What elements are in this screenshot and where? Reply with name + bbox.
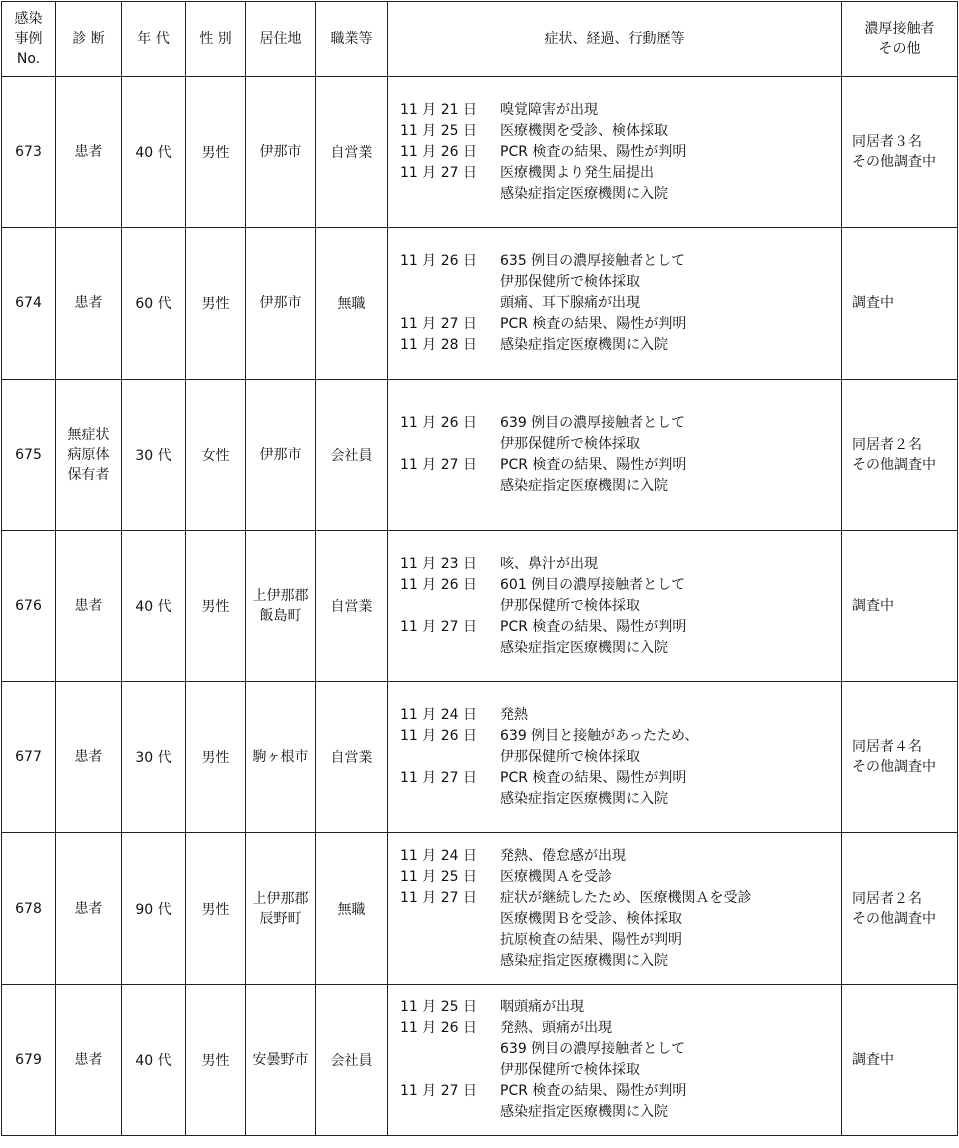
event-text: 639 例目と接触があったため、 bbox=[500, 727, 699, 744]
contacts-cell bbox=[842, 833, 958, 984]
case-no-cell: 676 bbox=[2, 530, 56, 681]
table-row bbox=[2, 984, 958, 1135]
history-cell bbox=[388, 984, 842, 1135]
event-date bbox=[400, 909, 500, 930]
event-text: PCR 検査の結果、陽性が判明 bbox=[500, 1082, 687, 1099]
event-date: 11 月 26 日 bbox=[400, 143, 477, 160]
contacts-cell bbox=[842, 530, 958, 681]
residence-cell bbox=[246, 984, 316, 1135]
header-contacts bbox=[842, 2, 958, 77]
event-date: 11 月 26 日 bbox=[400, 727, 477, 744]
event-date: 11 月 25 日 bbox=[400, 868, 477, 885]
age-cell: 40 代 bbox=[122, 530, 186, 681]
case-no-cell: 679 bbox=[2, 984, 56, 1135]
event-date: 11 月 26 日 bbox=[400, 1019, 477, 1036]
diagnosis-cell bbox=[56, 530, 122, 681]
diagnosis-line: 患者 bbox=[74, 295, 103, 312]
event-text: 伊那保健所で検体採取 bbox=[500, 435, 640, 452]
event-text: 嗅覚障害が出現 bbox=[500, 101, 598, 118]
event-date bbox=[400, 638, 500, 659]
event-date bbox=[400, 476, 500, 497]
header-residence: 居住地 bbox=[246, 2, 316, 77]
table-row bbox=[2, 228, 958, 379]
contacts-cell bbox=[842, 379, 958, 530]
contacts-cell bbox=[842, 77, 958, 228]
header-history: 症状、経過、行動歴等 bbox=[388, 2, 842, 77]
diagnosis-line: 患者 bbox=[74, 144, 103, 161]
case-table bbox=[1, 1, 958, 1136]
occupation-cell: 無職 bbox=[316, 228, 388, 379]
event-date bbox=[400, 789, 500, 810]
residence-cell bbox=[246, 379, 316, 530]
event-text: 感染症指定医療機関に入院 bbox=[500, 790, 668, 807]
contacts-line: その他調査中 bbox=[852, 759, 936, 776]
event-date bbox=[400, 1060, 500, 1081]
residence-cell bbox=[246, 682, 316, 833]
event-date: 11 月 27 日 bbox=[400, 769, 477, 786]
event-date bbox=[400, 184, 500, 205]
diagnosis-line: 保有者 bbox=[67, 466, 110, 483]
event-text: 医療機関より発生届提出 bbox=[500, 164, 654, 181]
table-row bbox=[2, 530, 958, 681]
residence-line: 伊那市 bbox=[259, 144, 302, 161]
event-text: 感染症指定医療機関に入院 bbox=[500, 477, 668, 494]
event-list bbox=[388, 997, 841, 1123]
contacts-line: 調査中 bbox=[852, 295, 894, 312]
event-text: 医療機関Ｂを受診、検体採取 bbox=[500, 910, 682, 927]
event-date: 11 月 27 日 bbox=[400, 164, 477, 181]
diagnosis-line: 患者 bbox=[74, 1051, 103, 1068]
occupation-cell: 会社員 bbox=[316, 984, 388, 1135]
event-date bbox=[400, 434, 500, 455]
diagnosis-cell bbox=[56, 77, 122, 228]
event-list bbox=[388, 413, 841, 497]
history-cell bbox=[388, 228, 842, 379]
sex-cell: 男性 bbox=[186, 984, 246, 1135]
event-text: 医療機関Ａを受診 bbox=[500, 868, 612, 885]
contacts-cell bbox=[842, 682, 958, 833]
diagnosis-line: 患者 bbox=[74, 749, 103, 766]
header-diagnosis: 診 断 bbox=[56, 2, 122, 77]
contacts-line: その他調査中 bbox=[852, 154, 936, 171]
event-text: PCR 検査の結果、陽性が判明 bbox=[500, 769, 687, 786]
event-text: 伊那保健所で検体採取 bbox=[500, 748, 640, 765]
diagnosis-line: 病原体 bbox=[67, 446, 110, 463]
event-date: 11 月 21 日 bbox=[400, 101, 477, 118]
event-date: 11 月 25 日 bbox=[400, 122, 477, 139]
event-text: 伊那保健所で検体採取 bbox=[500, 597, 640, 614]
case-no-cell: 675 bbox=[2, 379, 56, 530]
event-text: 601 例目の濃厚接触者として bbox=[500, 576, 686, 593]
age-cell: 30 代 bbox=[122, 379, 186, 530]
diagnosis-cell bbox=[56, 682, 122, 833]
event-text: 639 例目の濃厚接触者として bbox=[500, 414, 686, 431]
age-cell: 60 代 bbox=[122, 228, 186, 379]
event-text: 感染症指定医療機関に入院 bbox=[500, 639, 668, 656]
table-row bbox=[2, 77, 958, 228]
residence-line: 上伊那郡 bbox=[252, 588, 309, 605]
case-no-cell: 678 bbox=[2, 833, 56, 984]
header-contacts-line: 濃厚接触者 bbox=[864, 21, 935, 37]
sex-cell: 男性 bbox=[186, 530, 246, 681]
residence-cell bbox=[246, 530, 316, 681]
event-text: PCR 検査の結果、陽性が判明 bbox=[500, 618, 687, 635]
residence-cell bbox=[246, 77, 316, 228]
header-age: 年 代 bbox=[122, 2, 186, 77]
event-list bbox=[388, 100, 841, 205]
event-text: 感染症指定医療機関に入院 bbox=[500, 185, 668, 202]
event-text: 発熱、頭痛が出現 bbox=[500, 1019, 612, 1036]
residence-cell bbox=[246, 833, 316, 984]
diagnosis-cell bbox=[56, 984, 122, 1135]
event-date bbox=[400, 930, 500, 951]
table-row bbox=[2, 833, 958, 984]
event-date: 11 月 25 日 bbox=[400, 998, 477, 1015]
event-text: 抗原検査の結果、陽性が判明 bbox=[500, 931, 682, 948]
diagnosis-cell bbox=[56, 379, 122, 530]
residence-line: 伊那市 bbox=[259, 446, 302, 463]
event-date: 11 月 26 日 bbox=[400, 252, 477, 269]
event-text: 咳、鼻汁が出現 bbox=[500, 555, 598, 572]
diagnosis-cell bbox=[56, 228, 122, 379]
event-list bbox=[388, 554, 841, 659]
event-list bbox=[388, 705, 841, 810]
event-text: 頭痛、耳下腺痛が出現 bbox=[500, 294, 640, 311]
age-cell: 30 代 bbox=[122, 682, 186, 833]
case-no-cell: 674 bbox=[2, 228, 56, 379]
contacts-line: 調査中 bbox=[852, 598, 894, 615]
event-text: PCR 検査の結果、陽性が判明 bbox=[500, 315, 687, 332]
event-date: 11 月 23 日 bbox=[400, 555, 477, 572]
event-date: 11 月 24 日 bbox=[400, 847, 477, 864]
contacts-line: 同居者２名 bbox=[852, 436, 922, 453]
residence-line: 辰野町 bbox=[259, 910, 302, 927]
residence-line: 駒ヶ根市 bbox=[252, 749, 309, 766]
event-date bbox=[400, 951, 500, 972]
event-date: 11 月 27 日 bbox=[400, 456, 477, 473]
header-sex: 性 別 bbox=[186, 2, 246, 77]
event-text: PCR 検査の結果、陽性が判明 bbox=[500, 456, 687, 473]
event-text: 感染症指定医療機関に入院 bbox=[500, 1103, 668, 1120]
event-text: 639 例目の濃厚接触者として bbox=[500, 1040, 686, 1057]
age-cell: 40 代 bbox=[122, 77, 186, 228]
header-case-no-line: No. bbox=[16, 51, 41, 67]
residence-line: 飯島町 bbox=[259, 608, 302, 625]
sex-cell: 男性 bbox=[186, 77, 246, 228]
event-date bbox=[400, 272, 500, 293]
contacts-line: その他調査中 bbox=[852, 910, 936, 927]
case-no-cell: 677 bbox=[2, 682, 56, 833]
residence-line: 安曇野市 bbox=[252, 1051, 309, 1068]
history-cell bbox=[388, 833, 842, 984]
event-date: 11 月 27 日 bbox=[400, 315, 477, 332]
event-text: PCR 検査の結果、陽性が判明 bbox=[500, 143, 687, 160]
event-date: 11 月 27 日 bbox=[400, 889, 477, 906]
event-date bbox=[400, 596, 500, 617]
event-list bbox=[388, 846, 841, 972]
diagnosis-cell bbox=[56, 833, 122, 984]
table-row bbox=[2, 379, 958, 530]
sex-cell: 男性 bbox=[186, 833, 246, 984]
contacts-line: 調査中 bbox=[852, 1051, 894, 1068]
event-text: 症状が継続したため、医療機関Ａを受診 bbox=[500, 889, 752, 906]
event-date bbox=[400, 293, 500, 314]
event-text: 伊那保健所で検体採取 bbox=[500, 273, 640, 290]
event-date: 11 月 26 日 bbox=[400, 576, 477, 593]
residence-cell bbox=[246, 228, 316, 379]
diagnosis-line: 患者 bbox=[74, 900, 103, 917]
table-row bbox=[2, 682, 958, 833]
event-date: 11 月 26 日 bbox=[400, 414, 477, 431]
event-list bbox=[388, 251, 841, 356]
event-date bbox=[400, 1039, 500, 1060]
contacts-cell bbox=[842, 228, 958, 379]
header-case-no bbox=[2, 2, 56, 77]
history-cell bbox=[388, 379, 842, 530]
header-contacts-line: その他 bbox=[878, 41, 921, 57]
event-text: 635 例目の濃厚接触者として bbox=[500, 252, 686, 269]
contacts-line: 同居者２名 bbox=[852, 890, 922, 907]
age-cell: 40 代 bbox=[122, 984, 186, 1135]
diagnosis-line: 患者 bbox=[74, 598, 103, 615]
event-date: 11 月 28 日 bbox=[400, 336, 477, 353]
occupation-cell: 無職 bbox=[316, 833, 388, 984]
diagnosis-line: 無症状 bbox=[67, 426, 110, 443]
age-cell: 90 代 bbox=[122, 833, 186, 984]
contacts-line: 同居者４名 bbox=[852, 739, 922, 756]
residence-line: 伊那市 bbox=[259, 295, 302, 312]
case-no-cell: 673 bbox=[2, 77, 56, 228]
header-occupation: 職業等 bbox=[316, 2, 388, 77]
occupation-cell: 自営業 bbox=[316, 77, 388, 228]
event-date: 11 月 24 日 bbox=[400, 706, 477, 723]
header-row bbox=[2, 2, 958, 77]
event-date: 11 月 27 日 bbox=[400, 1082, 477, 1099]
sex-cell: 男性 bbox=[186, 228, 246, 379]
history-cell bbox=[388, 682, 842, 833]
event-text: 伊那保健所で検体採取 bbox=[500, 1061, 640, 1078]
sex-cell: 女性 bbox=[186, 379, 246, 530]
sex-cell: 男性 bbox=[186, 682, 246, 833]
occupation-cell: 自営業 bbox=[316, 682, 388, 833]
event-text: 感染症指定医療機関に入院 bbox=[500, 952, 668, 969]
occupation-cell: 自営業 bbox=[316, 530, 388, 681]
event-date: 11 月 27 日 bbox=[400, 618, 477, 635]
event-date bbox=[400, 747, 500, 768]
event-text: 感染症指定医療機関に入院 bbox=[500, 336, 668, 353]
contacts-line: 同居者３名 bbox=[852, 134, 922, 151]
header-case-no-line: 感染 bbox=[14, 11, 43, 27]
contacts-cell bbox=[842, 984, 958, 1135]
event-text: 咽頭痛が出現 bbox=[500, 998, 584, 1015]
event-text: 医療機関を受診、検体採取 bbox=[500, 122, 668, 139]
residence-line: 上伊那郡 bbox=[252, 890, 309, 907]
event-text: 発熱、倦怠感が出現 bbox=[500, 847, 626, 864]
occupation-cell: 会社員 bbox=[316, 379, 388, 530]
header-case-no-line: 事例 bbox=[14, 31, 43, 47]
history-cell bbox=[388, 530, 842, 681]
event-text: 発熱 bbox=[500, 706, 528, 723]
contacts-line: その他調査中 bbox=[852, 456, 936, 473]
event-date bbox=[400, 1102, 500, 1123]
history-cell bbox=[388, 77, 842, 228]
